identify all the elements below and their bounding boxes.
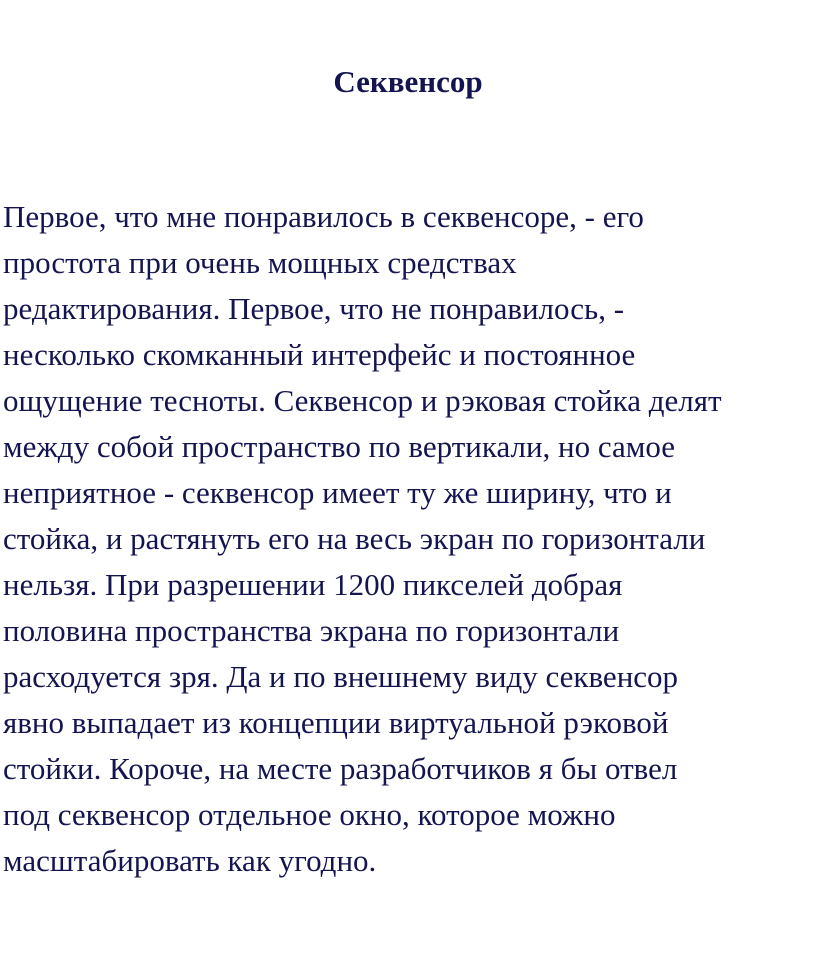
paragraph-line: несколько скомканный интерфейс и постоянное [3, 337, 636, 372]
paragraph-line: простота при очень мощных средствах [3, 245, 517, 280]
paragraph-line: редактирования. Первое, что не понравилось, - [3, 291, 625, 326]
paragraph-line: масштабировать как угодно. [3, 843, 377, 878]
paragraph-line: Первое, что мне понравилось в секвенсоре, - его [3, 199, 644, 234]
paragraph-line: неприятное - секвенсор имеет ту же ширину, что и [3, 475, 672, 510]
paragraph-line: ощущение тесноты. Секвенсор и рэковая стойка делят [3, 383, 722, 418]
paragraph-line: половина пространства экрана по горизонтали [3, 613, 620, 648]
paragraph-line: стойка, и растянуть его на весь экран по горизонтали [3, 521, 706, 556]
paragraph-line: явно выпадает из концепции виртуальной рэковой [3, 705, 669, 740]
paragraph-line: под секвенсор отдельное окно, которое можно [3, 797, 616, 832]
paragraph-line: нельзя. При разрешении 1200 пикселей добрая [3, 567, 623, 602]
paragraph-line: стойки. Короче, на месте разработчиков я бы отвел [3, 751, 678, 786]
paragraph-line: расходуется зря. Да и по внешнему виду секвенсор [3, 659, 679, 694]
page-title: Секвенсор [333, 64, 483, 99]
body-paragraph [3, 194, 813, 884]
paragraph-line: между собой пространство по вертикали, но самое [3, 429, 676, 464]
